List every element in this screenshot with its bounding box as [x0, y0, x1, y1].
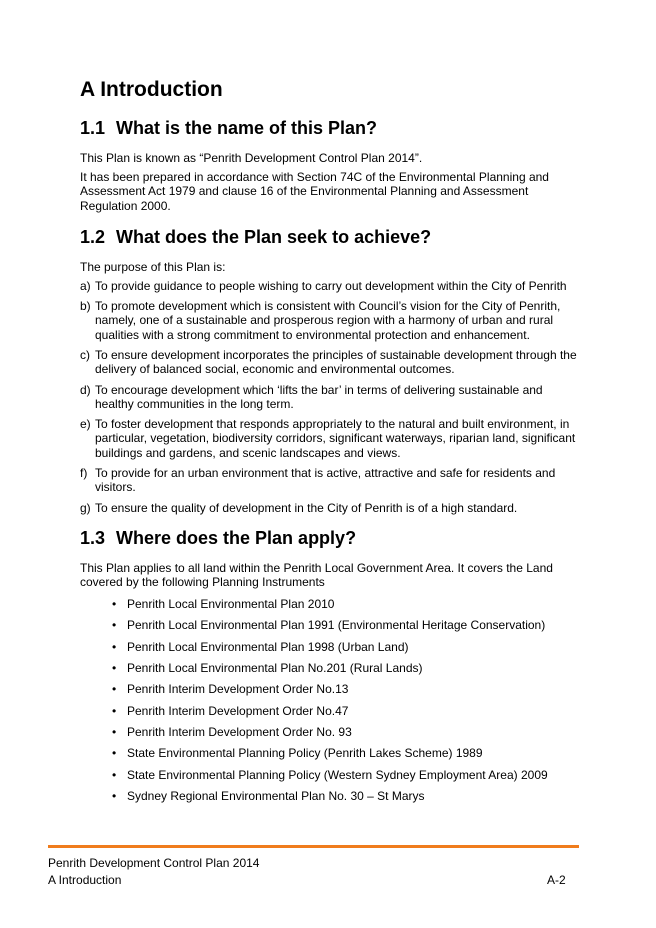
section-heading-1-1 [80, 118, 377, 139]
bullet-text: Penrith Interim Development Order No.47 [127, 704, 349, 718]
section-title: Where does the Plan apply? [116, 528, 357, 548]
bullet-text: State Environmental Planning Policy (Penrith Lakes Scheme) 1989 [127, 746, 483, 760]
bullet-icon: • [112, 661, 117, 675]
paragraph: This Plan is known as “Penrith Development Control Plan 2014”. [80, 151, 423, 165]
list-item [80, 348, 580, 377]
bullet-item [112, 640, 409, 654]
list-item-text: To provide guidance to people wishing to carry out development within the City of Penrith [95, 279, 567, 293]
bullet-item [112, 597, 334, 611]
list-item [80, 383, 580, 412]
bullet-item [112, 704, 348, 718]
bullet-text: Penrith Local Environmental Plan 1998 (Urban Land) [127, 640, 409, 654]
section-heading-1-2 [80, 227, 431, 248]
bullet-item [112, 768, 548, 782]
list-item-text: To foster development that responds appropriately to the natural and built environment, in particular, vegetation, biodiversity corridors, significant waterways, riparian land, significant buildings and gardens, and scenic landscapes and views. [95, 417, 576, 460]
section-number: 1.2 [80, 227, 106, 247]
bullet-icon: • [112, 640, 117, 654]
bullet-text: Penrith Local Environmental Plan No.201 (Rural Lands) [127, 661, 423, 675]
bullet-icon: • [112, 597, 117, 611]
bullet-text: Penrith Local Environmental Plan 1991 (Environmental Heritage Conservation) [127, 618, 546, 632]
bullet-item [112, 682, 348, 696]
list-marker: g) [80, 501, 91, 515]
bullet-icon: • [112, 618, 117, 632]
section-title: What does the Plan seek to achieve? [116, 227, 432, 247]
bullet-text: Penrith Interim Development Order No.13 [127, 682, 349, 696]
section-number: 1.1 [80, 118, 106, 138]
footer-document-title: Penrith Development Control Plan 2014 [48, 856, 260, 870]
bullet-text: Sydney Regional Environmental Plan No. 30 – St Marys [127, 789, 425, 803]
list-item-text: To encourage development which ‘lifts the bar’ in terms of delivering sustainable and healthy communities in the long term. [95, 383, 543, 412]
list-marker: f) [80, 466, 88, 480]
section-title: What is the name of this Plan? [116, 118, 378, 138]
list-marker: a) [80, 279, 91, 293]
bullet-item [112, 725, 352, 739]
section-number: 1.3 [80, 528, 106, 548]
bullet-icon: • [112, 725, 117, 739]
list-marker: c) [80, 348, 90, 362]
list-marker: e) [80, 417, 91, 431]
list-item [80, 417, 580, 460]
bullet-icon: • [112, 746, 117, 760]
footer-page-number: A-2 [547, 873, 566, 887]
paragraph: It has been prepared in accordance with Section 74C of the Environmental Planning and Assessment Act 1979 and clause 16 of the Environmental Planning and Assessment Regulation 2000. [80, 170, 549, 213]
bullet-item [112, 746, 483, 760]
bullet-icon: • [112, 682, 117, 696]
bullet-text: Penrith Interim Development Order No. 93 [127, 725, 352, 739]
list-item [80, 299, 580, 342]
bullet-icon: • [112, 704, 117, 718]
footer-divider [48, 845, 579, 848]
footer-section-name: A Introduction [48, 873, 122, 887]
bullet-icon: • [112, 768, 117, 782]
list-item-text: To ensure the quality of development in the City of Penrith is of a high standard. [95, 501, 518, 515]
list-marker: d) [80, 383, 91, 397]
section-heading-1-3 [80, 528, 356, 549]
list-item [80, 501, 580, 515]
list-item-text: To provide for an urban environment that is active, attractive and safe for residents and visitors. [95, 466, 556, 495]
list-item-text: To promote development which is consistent with Council’s vision for the City of Penrith, namely, one of a sustainable and prosperous region with a harmony of urban and rural qualities with a strong commitment to environmental protection and enhancement. [95, 299, 561, 342]
paragraph: The purpose of this Plan is: [80, 260, 226, 274]
bullet-icon: • [112, 789, 117, 803]
list-marker: b) [80, 299, 91, 313]
list-item-text: To ensure development incorporates the principles of sustainable development through the delivery of balanced social, economic and environmental outcomes. [95, 348, 577, 377]
list-item [80, 466, 580, 495]
bullet-text: Penrith Local Environmental Plan 2010 [127, 597, 335, 611]
list-item [80, 279, 580, 293]
page-title: A Introduction [80, 78, 223, 101]
bullet-item [112, 789, 425, 803]
bullet-item [112, 618, 545, 632]
paragraph: This Plan applies to all land within the Penrith Local Government Area. It covers the Land covered by the following Planning Instruments [80, 561, 553, 590]
bullet-item [112, 661, 423, 675]
bullet-text: State Environmental Planning Policy (Western Sydney Employment Area) 2009 [127, 768, 548, 782]
